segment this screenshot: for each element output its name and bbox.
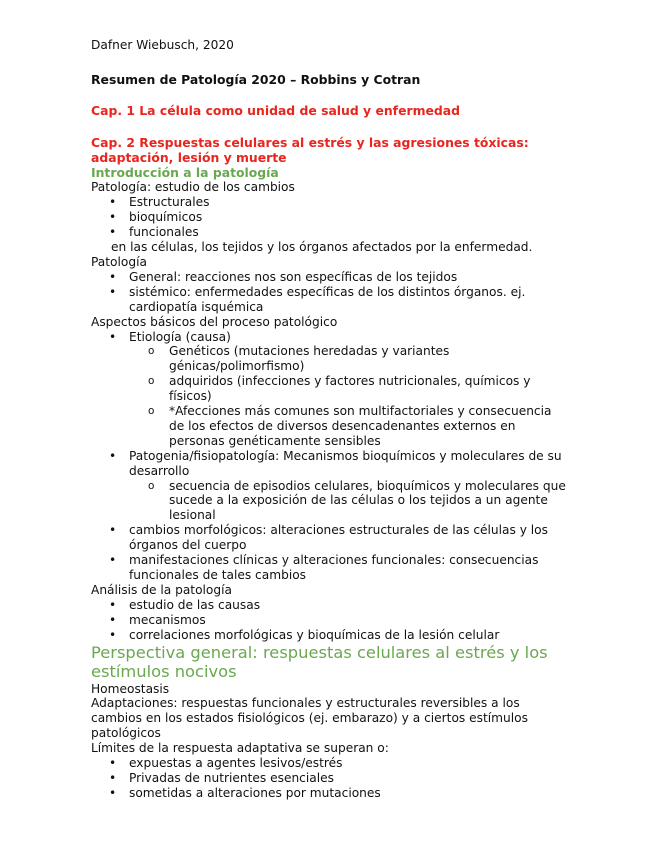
changes-list (91, 195, 566, 240)
list-item: • correlaciones morfológicas y bioquímicas de la lesión celular (91, 628, 566, 643)
analysis-label: Análisis de la patología (91, 582, 232, 597)
list-item: o secuencia de episodios celulares, bioquímicos y moleculares que sucede a la exposición de las células o los tejidos a un agente lesional (129, 479, 566, 524)
list-item: • mecanismos (91, 613, 566, 628)
list-item (91, 449, 566, 524)
document-page (91, 38, 566, 801)
list-item: • Privadas de nutrientes esenciales (91, 771, 566, 786)
homeostasis-line: Homeostasis (91, 681, 170, 696)
intro-definition: Patología: estudio de los cambios (91, 180, 295, 195)
patogenia-sublist (91, 479, 566, 524)
document-title: Resumen de Patología 2020 – Robbins y Cotran (91, 71, 421, 87)
list-item: • General: reacciones nos son específicas de los tejidos (91, 270, 566, 285)
list-item: • expuestas a agentes lesivos/estrés (91, 756, 566, 771)
list-item: • funcionales (91, 225, 566, 240)
aspects-list (91, 330, 566, 583)
aspects-label: Aspectos básicos del proceso patológico (91, 314, 338, 329)
chapter-2-heading: Cap. 2 Respuestas celulares al estrés y las agresiones tóxicas: adaptación, lesión y muerte (91, 134, 529, 165)
list-item: o adquiridos (infecciones y factores nutricionales, químicos y físicos) (129, 374, 566, 404)
list-item: • sistémico: enfermedades específicas de los distintos órganos. ej. cardiopatía isquémica (91, 285, 566, 315)
limits-label: Límites de la respuesta adaptativa se superan o: (91, 741, 389, 756)
intro-heading: Introducción a la patología (91, 164, 279, 180)
adaptaciones-paragraph: Adaptaciones: respuestas funcionales y estructurales reversibles a los cambios en los estados fisiológicos (ej. embarazo) y a ciertos estímulos patológicos (91, 696, 528, 741)
etiologia-sublist (91, 344, 566, 448)
patologia-list (91, 270, 566, 315)
list-item: • estudio de las causas (91, 598, 566, 613)
chapter-1-heading: Cap. 1 La célula como unidad de salud y enfermedad (91, 102, 460, 118)
list-item: • manifestaciones clínicas y alteraciones funcionales: consecuencias funcionales de tales cambios (91, 553, 566, 583)
list-item (91, 330, 566, 449)
patogenia-label: Patogenia/fisiopatología: Mecanismos bioquímicos y moleculares de su desarrollo (129, 448, 562, 478)
list-item: • cambios morfológicos: alteraciones estructurales de las células y los órganos del cuerpo (91, 523, 566, 553)
limits-list (91, 756, 566, 801)
analysis-list (91, 598, 566, 643)
list-item: • sometidas a alteraciones por mutaciones (91, 786, 566, 801)
overview-heading: Perspectiva general: respuestas celulares al estrés y los estímulos nocivos (91, 642, 548, 682)
intro-continuation: en las células, los tejidos y los órganos afectados por la enfermedad. (111, 240, 533, 255)
list-item: • Estructurales (91, 195, 566, 210)
list-item: o Genéticos (mutaciones heredadas y variantes génicas/polimorfismo) (129, 344, 566, 374)
list-item: • bioquímicos (91, 210, 566, 225)
etiologia-label: Etiología (causa) (129, 329, 231, 344)
patologia-label: Patología (91, 254, 147, 269)
author-line: Dafner Wiebusch, 2020 (91, 38, 234, 52)
list-item: o *Afecciones más comunes son multifactoriales y consecuencia de los efectos de diversos desencadenantes externos en personas genéticamente sensibles (129, 404, 566, 449)
